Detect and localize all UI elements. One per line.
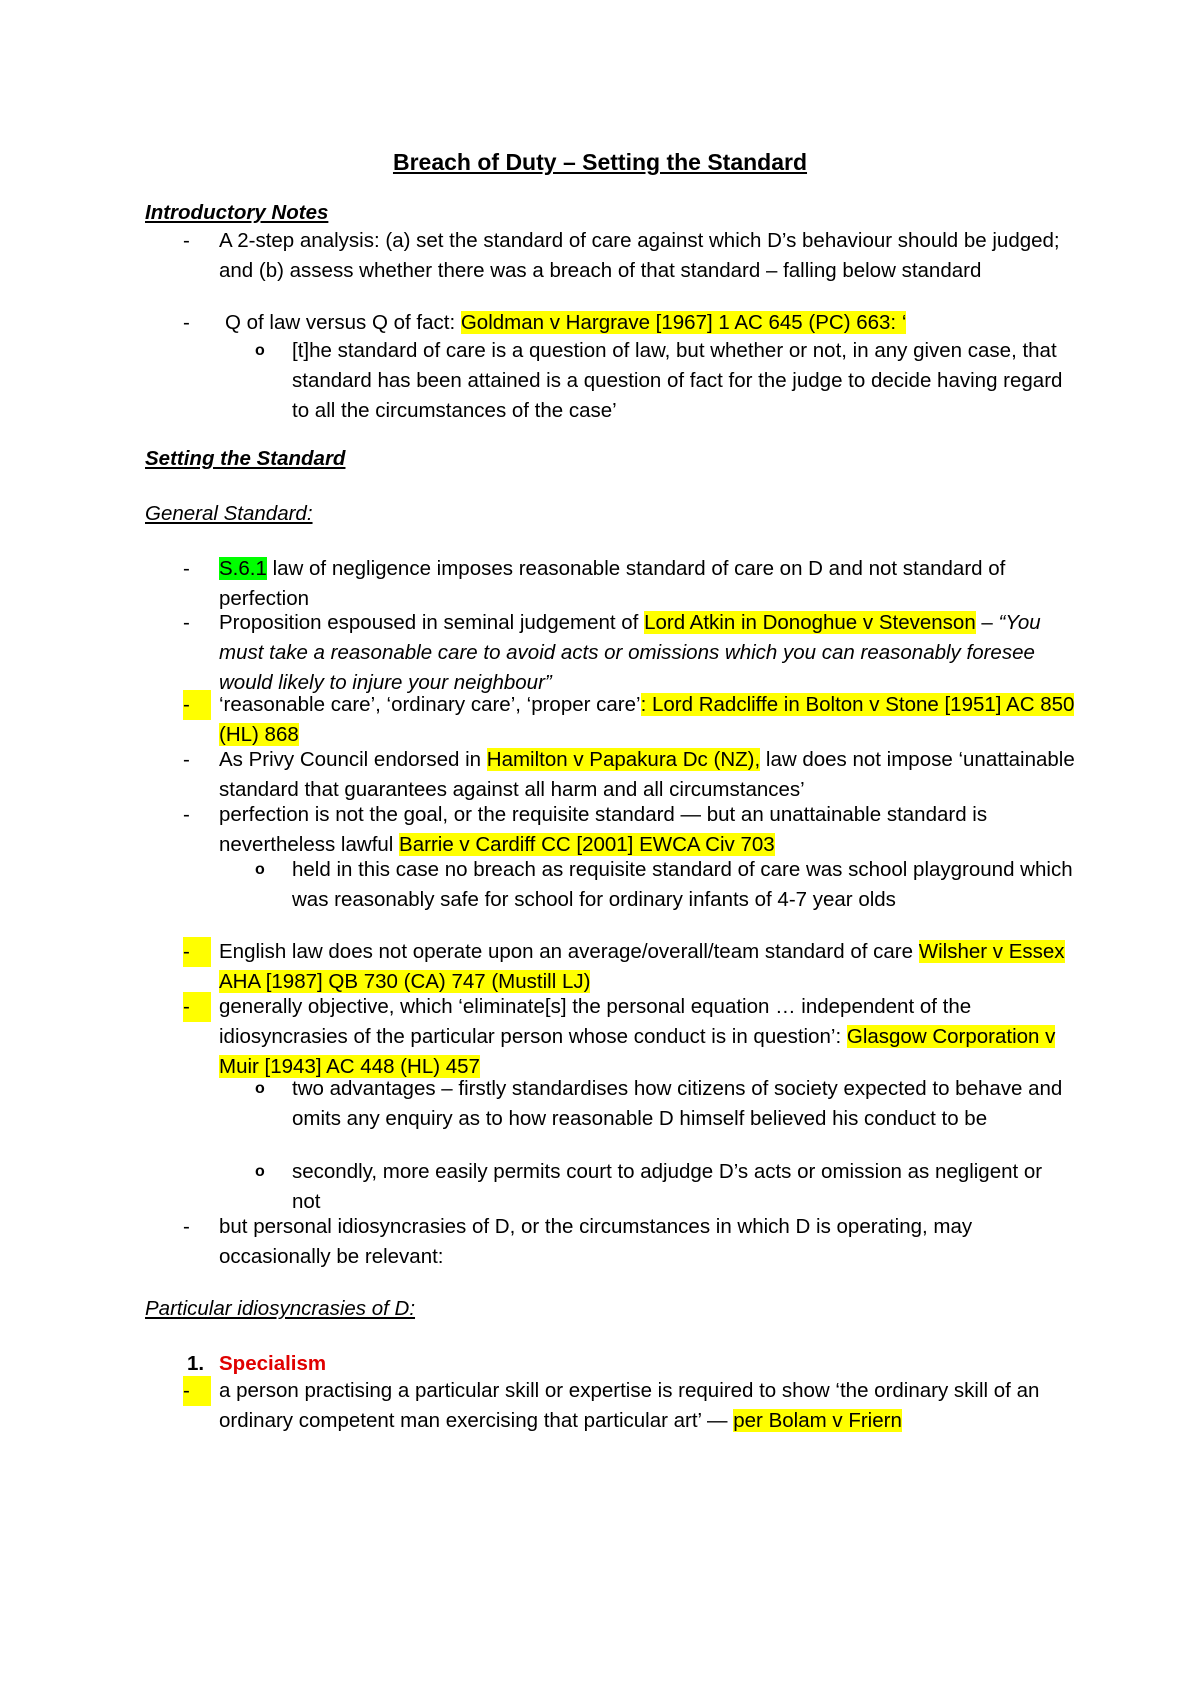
sub-list-item: o two advantages – firstly standardises how citizens of society expected to behave and omits any enquiry as to how reasonable D himself believed his conduct to be: [145, 1074, 1075, 1134]
heading-introductory-notes: Introductory Notes: [145, 201, 329, 224]
quotation: “You must take a reasonable care to avoid acts or omissions which you can reasonably foresee would likely to injure your neighbour”: [219, 611, 1041, 694]
list-item: - English law does not operate upon an average/overall/team standard of care Wilsher v Essex AHA [1987] QB 730 (CA) 747 (Mustill LJ): [145, 937, 1075, 997]
case-citation: Barrie v Cardiff CC [2001] EWCA Civ 703: [399, 833, 775, 856]
heading-particular-idiosyncrasies: Particular idiosyncrasies of D:: [145, 1297, 416, 1320]
circle-bullet: o: [255, 1163, 265, 1180]
dash-bullet: -: [183, 1215, 190, 1238]
list-item: - generally objective, which ‘eliminate[s] the personal equation … independent of the idiosyncrasies of the particular person whose conduct is in question’: Glasgow Corporation v Muir [1943] AC 448 (HL) 457: [145, 992, 1075, 1082]
dash-bullet: -: [183, 611, 190, 634]
list-item: - perfection is not the goal, or the requisite standard — but an unattainable standard is nevertheless lawful Barrie v Cardiff CC [2001] EWCA Civ 703: [145, 800, 1075, 860]
circle-bullet: o: [255, 861, 265, 878]
list-item: - A 2-step analysis: (a) set the standard of care against which D’s behaviour should be judged; and (b) assess whether there was a breach of that standard – falling below standard: [145, 226, 1075, 286]
case-citation: per Bolam v Friern: [733, 1409, 902, 1432]
dash-bullet: -: [183, 311, 190, 334]
dash-bullet: -: [183, 937, 211, 967]
list-item: - ‘reasonable care’, ‘ordinary care’, ‘proper care’: Lord Radcliffe in Bolton v Stone [1951] AC 850 (HL) 868: [145, 690, 1075, 750]
case-citation: Goldman v Hargrave [1967] 1 AC 645 (PC) 663: ‘: [460, 311, 907, 334]
case-citation: : Lord Radcliffe in Bolton v Stone [1951] AC 850 (HL) 868: [219, 693, 1075, 746]
heading-general-standard: General Standard:: [145, 502, 313, 525]
list-item: - a person practising a particular skill or expertise is required to show ‘the ordinary skill of an ordinary competent man exercising that particular art’ — per Bolam v Friern: [145, 1376, 1075, 1436]
dash-bullet: -: [183, 803, 190, 826]
list-item: - S.6.1 law of negligence imposes reasonable standard of care on D and not standard of perfection: [145, 554, 1075, 614]
case-citation: Glasgow Corporation v Muir [1943] AC 448 (HL) 457: [219, 1025, 1056, 1078]
list-number: 1.: [187, 1352, 205, 1375]
heading-setting-the-standard: Setting the Standard: [145, 447, 346, 470]
circle-bullet: o: [255, 1080, 265, 1097]
case-citation: Wilsher v Essex AHA [1987] QB 730 (CA) 747 (Mustill LJ): [219, 940, 1065, 993]
page-title: Breach of Duty – Setting the Standard: [392, 149, 808, 175]
section-tag: S.6.1: [219, 557, 267, 580]
case-citation: Lord Atkin in Donoghue v Stevenson: [644, 611, 976, 634]
dash-bullet: -: [183, 229, 190, 252]
dash-bullet: -: [183, 690, 211, 720]
case-citation: Hamilton v Papakura Dc (NZ),: [486, 748, 761, 771]
sub-list-item: o secondly, more easily permits court to adjudge D’s acts or omission as negligent or not: [145, 1157, 1075, 1217]
sub-list-item: o [t]he standard of care is a question of law, but whether or not, in any given case, that standard has been attained is a question of fact for the judge to decide having regard to all the circumstances of the case’: [145, 336, 1075, 426]
list-item: - but personal idiosyncrasies of D, or the circumstances in which D is operating, may occasionally be relevant:: [145, 1212, 1075, 1272]
list-item: - Q of law versus Q of fact: Goldman v Hargrave [1967] 1 AC 645 (PC) 663: ‘: [145, 308, 1075, 338]
list-item: - Proposition espoused in seminal judgement of Lord Atkin in Donoghue v Stevenson – “You must take a reasonable care to avoid acts or omissions which you can reasonably foresee would likely to injure your neighbour”: [145, 608, 1075, 698]
dash-bullet: -: [183, 992, 211, 1022]
circle-bullet: o: [255, 342, 265, 359]
dash-bullet: -: [183, 748, 190, 771]
dash-bullet: -: [183, 1376, 211, 1406]
dash-bullet: -: [183, 557, 190, 580]
sub-list-item: o held in this case no breach as requisite standard of care was school playground which was reasonably safe for school for ordinary infants of 4-7 year olds: [145, 855, 1075, 915]
list-item: - As Privy Council endorsed in Hamilton v Papakura Dc (NZ), law does not impose ‘unattainable standard that guarantees against all harm and all circumstances’: [145, 745, 1075, 805]
specialism-label: Specialism: [219, 1352, 327, 1375]
numbered-heading: [145, 1349, 1075, 1379]
